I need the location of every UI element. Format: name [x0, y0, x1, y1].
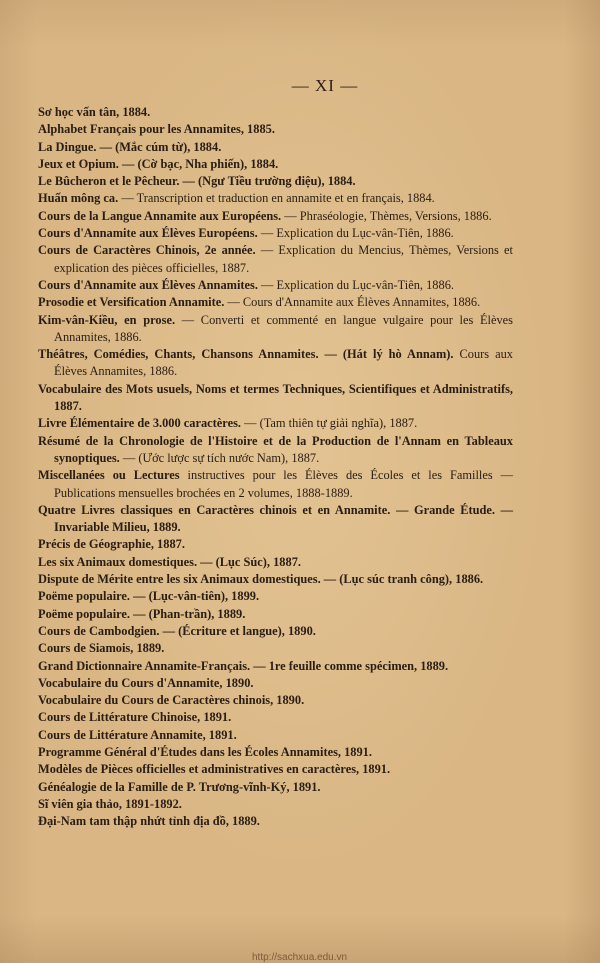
entry-title: Livre Élémentaire de 3.000 caractères. — [38, 416, 242, 431]
entry-detail: — Cours d'Annamite aux Élèves Annamites, 1886. — [224, 295, 481, 310]
entry-title: Cours de la Langue Annamite aux Européens. — [38, 208, 282, 223]
list-item — [38, 104, 513, 121]
list-item — [38, 312, 513, 347]
entry-title: Miscellanées ou Lectures — [38, 468, 180, 483]
list-item — [38, 190, 513, 207]
entry-title: Vocabulaire des Mots usuels, Noms et termes Techniques, Scientifiques et Administratifs, 1887. — [38, 381, 513, 414]
list-item — [38, 433, 513, 468]
entry-title: Sơ học vấn tân, 1884. — [38, 105, 151, 119]
list-item — [38, 242, 513, 277]
entry-title: Cours d'Annamite aux Élèves Européens. — [38, 226, 258, 241]
list-item — [38, 536, 513, 553]
entry-title: Le Bûcheron et le Pêcheur. — (Ngư Tiều trường điệu), 1884. — [38, 174, 356, 189]
list-item — [38, 277, 513, 294]
entry-title: Modèles de Pièces officielles et administratives en caractères, 1891. — [38, 762, 391, 777]
entry-title: Résumé de la Chronologie de l'Histoire et de la Production de l'Annam en Tableaux synoptiques. — [38, 433, 513, 465]
list-item — [38, 796, 513, 813]
list-item — [38, 156, 513, 173]
list-item — [38, 415, 513, 432]
list-item — [38, 813, 513, 830]
entry-title: Alphabet Français pour les Annamites, 1885. — [38, 122, 275, 137]
list-item — [38, 346, 513, 381]
list-item — [38, 709, 513, 726]
list-item — [38, 571, 513, 588]
list-item — [38, 554, 513, 571]
list-item — [38, 381, 513, 416]
list-item — [38, 658, 513, 675]
list-item — [38, 692, 513, 709]
list-item — [38, 467, 513, 502]
entry-title: Précis de Géographie, 1887. — [38, 537, 185, 552]
list-item — [38, 640, 513, 657]
list-item — [38, 121, 513, 138]
page-number: — XI — — [291, 76, 359, 95]
entry-detail: — Converti et commenté en langue vulgaire pour les Élèves Annamites, 1886. — [54, 312, 513, 344]
list-item — [38, 623, 513, 640]
entry-title: La Dingue. — (Mắc cúm từ), 1884. — [38, 139, 222, 154]
footer-url: http://sachxua.edu.vn — [252, 952, 348, 963]
entry-title: Généalogie de la Famille de P. Trương-vĩnh-Ký, 1891. — [38, 779, 321, 794]
entry-title: Jeux et Opium. — (Cờ bạc, Nha phiến), 1884. — [38, 156, 279, 171]
entry-detail: instructives pour les Élèves des Écoles et les Familles — Publications mensuelles brochées en 2 volumes, 1888-1889. — [54, 468, 513, 500]
list-item — [38, 779, 513, 796]
entry-title: Quatre Livres classiques en Caractères chinois et en Annamite. — Grande Étude. — Invariable Milieu, 1889. — [38, 502, 513, 535]
entry-detail: — Phraséologie, Thèmes, Versions, 1886. — [281, 208, 492, 223]
entry-title: Cours de Siamois, 1889. — [38, 641, 165, 656]
entry-title: Théâtres, Comédies, Chants, Chansons Annamites. — (Hát lý hò Annam). — [38, 347, 454, 362]
list-item — [38, 606, 513, 623]
entry-detail: — Explication du Lục-vân-Tiên, 1886. — [257, 226, 454, 241]
entry-detail: — (Ước lược sự tích nước Nam), 1887. — [119, 450, 320, 465]
entry-title: Sĩ viên gia thảo, 1891-1892. — [38, 796, 182, 811]
list-item — [38, 502, 513, 537]
list-item — [38, 727, 513, 744]
entry-detail: — Explication du Mencius, Thèmes, Versions et explication des pièces officielles, 1887. — [54, 243, 513, 275]
bibliography-list — [38, 104, 513, 830]
entry-title: Programme Général d'Études dans les Écoles Annamites, 1891. — [38, 744, 372, 759]
entry-title: Vocabulaire du Cours de Caractères chinois, 1890. — [38, 693, 305, 708]
list-item — [38, 173, 513, 190]
entry-title: Vocabulaire du Cours d'Annamite, 1890. — [38, 675, 254, 690]
entry-title: Cours de Cambodgien. — (Écriture et langue), 1890. — [38, 623, 316, 638]
list-item — [38, 744, 513, 761]
list-item — [38, 294, 513, 311]
entry-detail: — Transcription et traduction en annamite et en français, 1884. — [118, 191, 435, 206]
entry-title: Đại-Nam tam thập nhứt tỉnh địa đồ, 1889. — [38, 814, 260, 829]
entry-title: Cours d'Annamite aux Élèves Annamites. — [38, 277, 258, 292]
entry-title: Prosodie et Versification Annamite. — [38, 295, 225, 310]
entry-title: Cours de Littérature Chinoise, 1891. — [38, 710, 232, 725]
entry-detail: Cours aux Élèves Annamites, 1886. — [54, 347, 513, 379]
list-item — [38, 225, 513, 242]
list-item — [38, 139, 513, 156]
entry-title: Poëme populaire. — (Lục-vân-tiên), 1899. — [38, 589, 260, 604]
list-item — [38, 675, 513, 692]
entry-title: Grand Dictionnaire Annamite-Français. — 1re feuille comme spécimen, 1889. — [38, 658, 449, 673]
list-item — [38, 761, 513, 778]
list-item — [38, 208, 513, 225]
entry-title: Les six Animaux domestiques. — (Lục Súc), 1887. — [38, 554, 301, 569]
entry-title: Dispute de Mérite entre les six Animaux domestiques. — (Lục súc tranh công), 1886. — [38, 572, 484, 587]
entry-detail: — (Tam thiên tự giải nghĩa), 1887. — [241, 416, 418, 431]
entry-title: Poëme populaire. — (Phan-trần), 1889. — [38, 606, 246, 621]
entry-title: Kim-vân-Kiều, en prose. — [38, 312, 176, 327]
entry-title: Cours de Littérature Annamite, 1891. — [38, 727, 237, 742]
entry-title: Huấn mông ca. — [38, 191, 119, 206]
entry-detail: — Explication du Lục-vân-Tiên, 1886. — [257, 277, 454, 292]
list-item — [38, 588, 513, 605]
entry-title: Cours de Caractères Chinois, 2e année. — [38, 243, 256, 258]
